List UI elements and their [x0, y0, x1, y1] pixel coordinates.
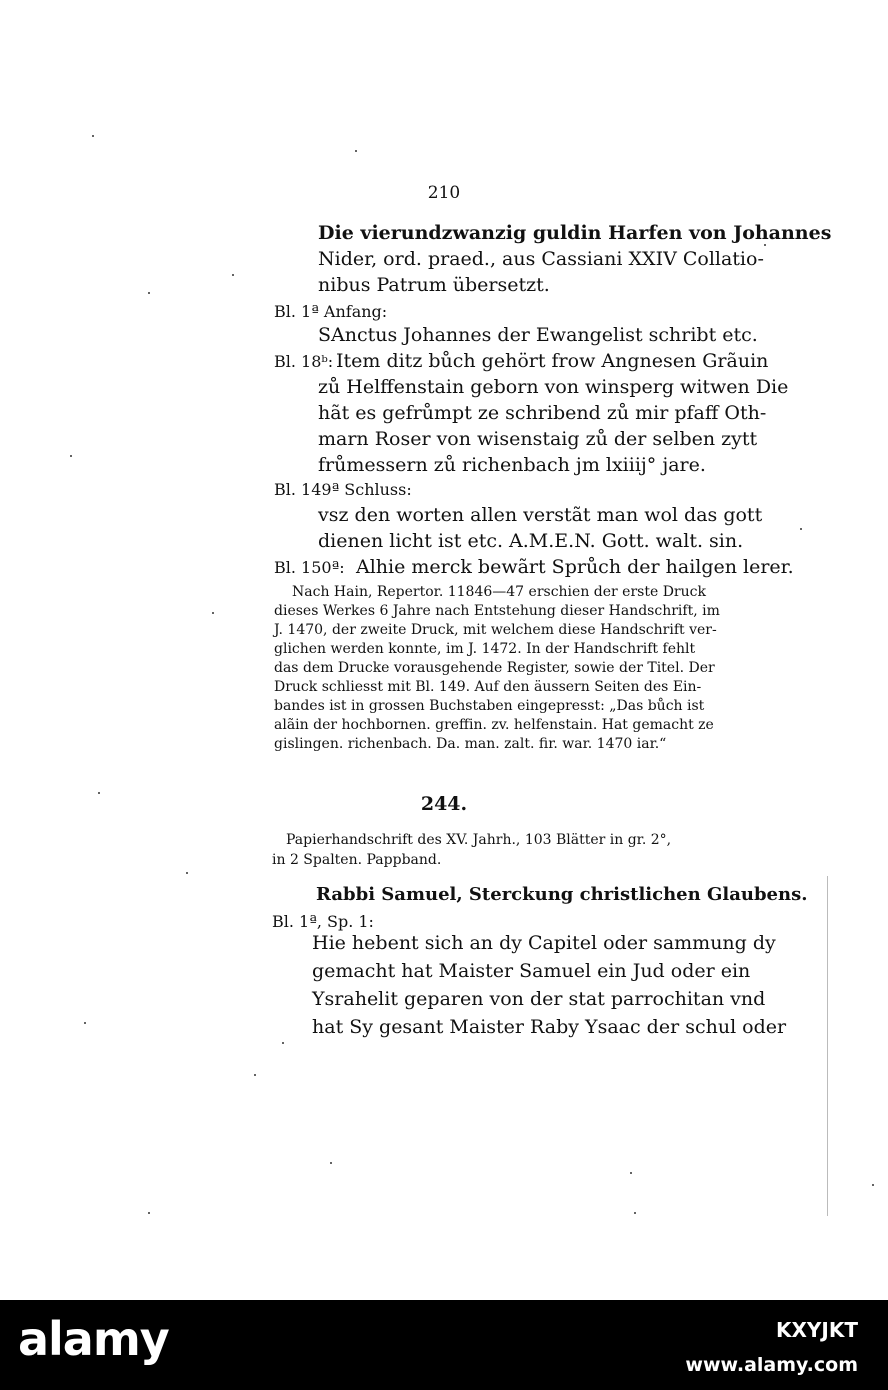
scan-speck — [212, 612, 214, 614]
scan-speck — [92, 135, 94, 137]
entry2-bl1-label: Bl. 1ª, Sp. 1: — [272, 912, 374, 931]
scan-speck — [282, 1042, 284, 1044]
page-number: 210 — [427, 183, 461, 203]
scan-speck — [186, 872, 188, 874]
scan-edge-line — [827, 876, 828, 1216]
watermark-banner — [0, 1300, 888, 1390]
entry1-bl150-label: Bl. 150ª: — [274, 558, 345, 577]
scan-speck — [70, 455, 72, 457]
note-line: J. 1470, der zweite Druck, mit welchem diese Handschrift ver- — [274, 622, 717, 638]
entry1-title-line3: nibus Patrum übersetzt. — [318, 274, 550, 296]
alamy-logo: alamy — [18, 1312, 169, 1366]
scan-speck — [254, 1074, 256, 1076]
entry2-title: Rabbi Samuel, Sterckung christlichen Glaubens. — [316, 884, 808, 905]
entry2-line: Ysrahelit geparen von der stat parrochitan vnd — [312, 988, 766, 1010]
entry2-desc-line2: in 2 Spalten. Pappband. — [272, 852, 442, 868]
entry1-bl18-label: Bl. 18ᵇ: — [274, 352, 334, 371]
entry1-bl149-label: Bl. 149ª Schluss: — [274, 480, 412, 499]
entry1-bl18-line: zů Helffenstain geborn von winsperg witwen Die — [318, 376, 789, 398]
entry1-bl18-line: frůmessern zů richenbach jm lxiiij° jare. — [318, 454, 706, 476]
note-line: bandes ist in grossen Buchstaben eingepresst: „Das bůch ist — [274, 698, 705, 714]
scan-speck — [872, 1184, 874, 1186]
scan-speck — [84, 1022, 86, 1024]
banner-url: www.alamy.com — [685, 1354, 858, 1376]
scan-speck — [232, 274, 234, 276]
entry1-bl18-line: marn Roser von wisenstaig zů der selben zytt — [318, 428, 758, 450]
entry1-bl18-line: Item ditz bůch gehört frow Angnesen Grãuin — [336, 350, 769, 372]
scan-speck — [800, 528, 802, 530]
entry2-number: 244. — [420, 793, 468, 815]
entry1-title-line1: Die vierundzwanzig guldin Harfen von Johannes — [318, 222, 832, 244]
note-line: dieses Werkes 6 Jahre nach Entstehung dieser Handschrift, im — [274, 603, 720, 619]
scan-speck — [355, 150, 357, 152]
image-id: KXYJKT — [776, 1318, 858, 1342]
entry1-title-line2: Nider, ord. praed., aus Cassiani XXIV Collatio- — [318, 248, 764, 270]
entry1-bl150-text: Alhie merck bewãrt Sprůch der hailgen lerer. — [356, 556, 794, 578]
scan-speck — [630, 1172, 632, 1174]
note-line: das dem Drucke vorausgehende Register, sowie der Titel. Der — [274, 660, 715, 676]
entry2-line: gemacht hat Maister Samuel ein Jud oder ein — [312, 960, 751, 982]
note-line: Druck schliesst mit Bl. 149. Auf den äussern Seiten des Ein- — [274, 679, 702, 695]
scan-speck — [148, 1212, 150, 1214]
scan-speck — [148, 292, 150, 294]
note-line: gislingen. richenbach. Da. man. zalt. fir. war. 1470 iar.“ — [274, 736, 667, 752]
entry1-bl18-line: hãt es gefrůmpt ze schribend zů mir pfaff Oth- — [318, 402, 767, 424]
entry1-bl1-text: SAnctus Johannes der Ewangelist schribt etc. — [318, 324, 758, 346]
entry1-bl149-line: vsz den worten allen verstãt man wol das gott — [318, 504, 763, 526]
note-line: Nach Hain, Repertor. 11846—47 erschien der erste Druck — [292, 584, 706, 600]
entry2-line: hat Sy gesant Maister Raby Ysaac der schul oder — [312, 1016, 787, 1038]
entry1-bl1-label: Bl. 1ª Anfang: — [274, 302, 388, 321]
scan-speck — [634, 1212, 636, 1214]
scan-speck — [98, 792, 100, 794]
scan-speck — [330, 1162, 332, 1164]
note-line: glichen werden konnte, im J. 1472. In der Handschrift fehlt — [274, 641, 696, 657]
note-line: alãin der hochbornen. greffin. zv. helfenstain. Hat gemacht ze — [274, 717, 714, 733]
entry2-line: Hie hebent sich an dy Capitel oder sammung dy — [312, 932, 776, 954]
scan-speck — [764, 244, 766, 246]
entry2-desc-line1: Papierhandschrift des XV. Jahrh., 103 Blätter in gr. 2°, — [286, 832, 672, 848]
entry1-bl149-line: dienen licht ist etc. A.M.E.N. Gott. walt. sin. — [318, 530, 744, 552]
